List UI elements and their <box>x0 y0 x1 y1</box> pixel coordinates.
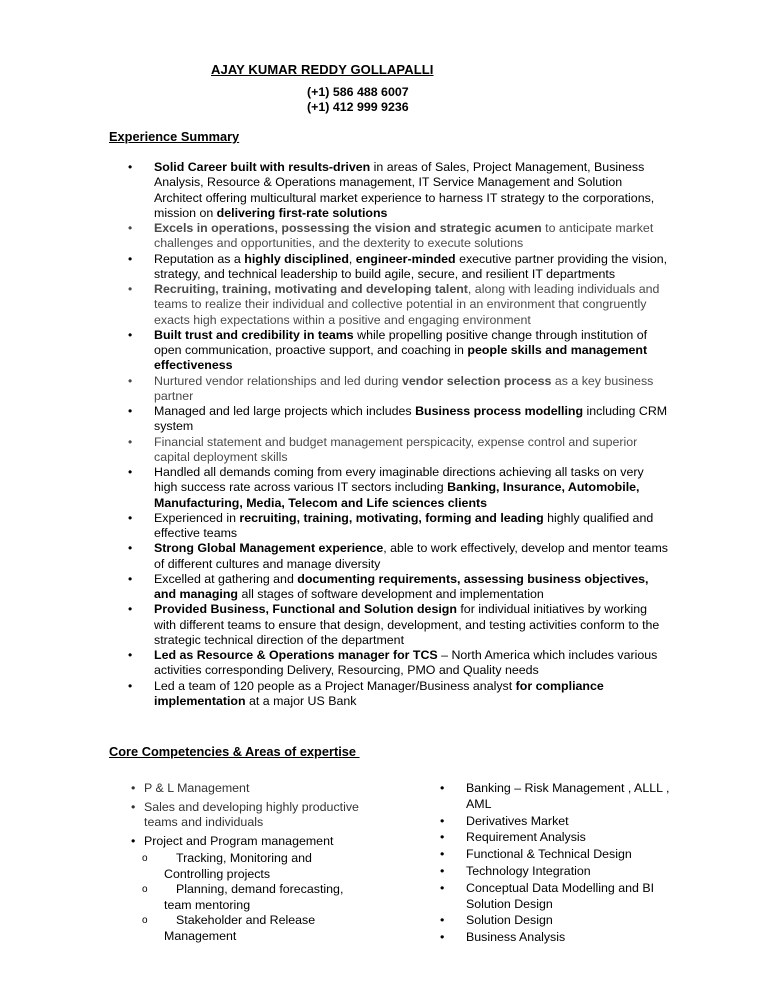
competency-label: Technology Integration <box>466 863 591 878</box>
body-text: Reputation as a <box>154 251 245 266</box>
list-item <box>440 930 690 946</box>
body-text: Experienced in <box>154 510 240 525</box>
body-text: Led a team of 120 people as a Project Manager/Business analyst <box>154 678 516 693</box>
body-text: executive partner providing the vision, strategy, and technical leadership to build agile, secure, and resilient IT departments <box>154 251 668 281</box>
competency-label: Conceptual Data Modelling and BI Solution Design <box>466 880 655 911</box>
bullet-icon: • <box>440 813 445 828</box>
competency-label: Solution Design <box>466 913 553 928</box>
bullet-icon: • <box>131 833 136 848</box>
experience-item <box>128 679 668 710</box>
sub-list-item <box>131 851 361 882</box>
experience-item <box>128 282 668 328</box>
bullet-icon: • <box>128 571 133 586</box>
bold-text: vendor selection process <box>401 373 552 388</box>
project-management-sublist <box>131 851 361 944</box>
bold-text: Excels in operations, possessing the vision and strategic acumen <box>154 221 542 235</box>
body-text: , <box>348 251 356 266</box>
bullet-icon: • <box>440 913 445 928</box>
body-text: highly qualified and effective teams <box>154 510 654 540</box>
bold-text: highly disciplined <box>244 251 349 266</box>
list-item <box>440 781 690 813</box>
circle-bullet-icon: o <box>142 915 148 926</box>
bold-text: Business process modelling <box>415 404 584 418</box>
competency-label: Banking – Risk Management , ALLL , AML <box>466 781 670 811</box>
circle-bullet-icon: o <box>142 853 148 864</box>
bold-text: people skills and management effectiveness <box>154 343 648 373</box>
sub-competency-label: Planning, demand forecasting, team mentoring <box>164 882 344 912</box>
bullet-icon: • <box>128 160 133 174</box>
body-text: all stages of software development and implementation <box>238 587 544 601</box>
competency-label: Derivatives Market <box>466 813 569 828</box>
list-item <box>440 881 690 913</box>
phone-number-1: (+1) 586 488 6007 <box>307 85 409 99</box>
competency-label: Functional & Technical Design <box>466 847 632 862</box>
competency-label: Project and Program management <box>144 833 334 848</box>
body-text: at a major US Bank <box>245 693 357 708</box>
bullet-icon: • <box>128 602 133 617</box>
bold-text: Led as Resource & Operations manager for TCS <box>154 648 438 662</box>
bullet-icon: • <box>128 373 133 388</box>
competency-label: Business Analysis <box>466 930 566 945</box>
experience-item <box>128 404 668 435</box>
experience-item <box>128 328 668 374</box>
experience-item <box>128 465 668 511</box>
bullet-icon: • <box>131 781 136 795</box>
bullet-icon: • <box>128 327 133 342</box>
experience-item <box>128 602 668 648</box>
bullet-icon: • <box>128 678 133 693</box>
bullet-icon: • <box>440 930 445 945</box>
experience-item <box>128 160 668 221</box>
bullet-icon: • <box>128 404 133 418</box>
bullet-icon: • <box>128 434 133 449</box>
experience-item <box>128 435 668 466</box>
experience-item <box>128 648 668 679</box>
competency-label: Sales and developing highly productive teams and individuals <box>144 799 359 829</box>
circle-bullet-icon: o <box>142 884 148 895</box>
competency-label: Requirement Analysis <box>466 830 586 845</box>
bullet-icon: • <box>128 221 133 235</box>
bullet-icon: • <box>128 282 133 296</box>
bullet-icon: • <box>128 541 133 556</box>
body-text: Financial statement and budget management perspicacity, expense control and superior capital deployment skills <box>154 434 638 464</box>
list-item <box>131 834 361 945</box>
bold-text: Solid Career built with results-driven <box>154 160 371 174</box>
body-text: Managed and led large projects which includes <box>154 404 416 418</box>
candidate-name: AJAY KUMAR REDDY GOLLAPALLI <box>211 62 434 77</box>
bullet-icon: • <box>440 847 445 862</box>
experience-item <box>128 511 668 542</box>
bullet-icon: • <box>440 830 445 845</box>
body-text: while propelling positive change through institution of open communication, proactive support, and coaching in <box>154 327 648 357</box>
bullet-icon: • <box>128 251 133 266</box>
experience-summary-heading: Experience Summary <box>109 129 240 144</box>
bold-text: Recruiting, training, motivating and developing talent <box>154 282 468 296</box>
bold-text: documenting requirements, assessing business objectives, and managing <box>154 571 649 601</box>
list-item <box>440 814 690 830</box>
bullet-icon: • <box>128 510 133 525</box>
sub-competency-label: Stakeholder and Release Management <box>164 913 316 943</box>
bullet-icon: • <box>131 799 136 814</box>
competencies-left-list <box>131 781 361 944</box>
sub-list-item <box>131 913 361 944</box>
experience-item <box>128 572 668 603</box>
sub-list-item <box>131 882 361 913</box>
sub-competency-label: Tracking, Monitoring and Controlling projects <box>164 851 312 881</box>
competency-label: P & L Management <box>144 781 250 795</box>
bold-text: Provided Business, Functional and Solution design <box>154 602 457 617</box>
experience-item <box>128 252 668 283</box>
phone-number-2: (+1) 412 999 9236 <box>307 100 409 114</box>
list-item <box>440 847 690 863</box>
bold-text: Banking, Insurance, Automobile, Manufacturing, Media, Telecom and Life sciences clients <box>154 480 640 510</box>
core-competencies-heading: Core Competencies & Areas of expertise <box>109 744 360 759</box>
body-text: , able to work effectively, develop and mentor teams of different cultures and manage diversity <box>154 541 668 571</box>
bullet-icon: • <box>440 781 445 795</box>
body-text: for individual initiatives by working with different teams to ensure that design, development, and testing activities conform to the strategic technical direction of the department <box>154 602 660 647</box>
body-text: Nurtured vendor relationships and led during <box>154 373 402 388</box>
bullet-icon: • <box>440 863 445 878</box>
body-text: including CRM system <box>154 404 668 434</box>
body-text: to anticipate market challenges and opportunities, and the dexterity to execute solutions <box>154 221 654 251</box>
body-text: Handled all demands coming from every imaginable directions achieving all tasks on very high success rate across various IT sectors including <box>154 465 644 495</box>
bullet-icon: • <box>440 880 445 895</box>
bold-text: Strong Global Management experience <box>154 541 384 556</box>
experience-item <box>128 541 668 572</box>
experience-item <box>128 374 668 405</box>
experience-item <box>128 221 668 252</box>
bullet-icon: • <box>128 465 133 479</box>
bullet-icon: • <box>128 648 133 662</box>
bold-text: Built trust and credibility in teams <box>154 327 354 342</box>
body-text: Excelled at gathering and <box>154 571 298 586</box>
experience-summary-list <box>128 160 668 709</box>
competencies-right-list <box>440 781 690 947</box>
body-text: in areas of Sales, Project Management, Business Analysis, Resource & Operations management, IT Service Management and Solution Architect offering multicultural market experience to harness IT strategy to the corporations, mission on <box>154 160 655 220</box>
list-item <box>440 830 690 846</box>
bold-text: engineer-minded <box>355 251 456 266</box>
list-item <box>131 800 361 831</box>
list-item <box>440 864 690 880</box>
bold-text: delivering first-rate solutions <box>216 205 388 220</box>
bold-text: for compliance implementation <box>154 678 604 708</box>
list-item <box>131 781 361 797</box>
body-text: , along with leading individuals and teams to realize their individual and collective potential in an environment that congruently exacts high expectations within a positive and engaging environment <box>154 282 660 327</box>
bold-text: recruiting, training, motivating, forming and leading <box>239 510 544 525</box>
list-item <box>440 913 690 929</box>
body-text: as a key business partner <box>154 373 654 403</box>
body-text: – North America which includes various activities corresponding Delivery, Resourcing, PMO and Quality needs <box>154 648 658 678</box>
